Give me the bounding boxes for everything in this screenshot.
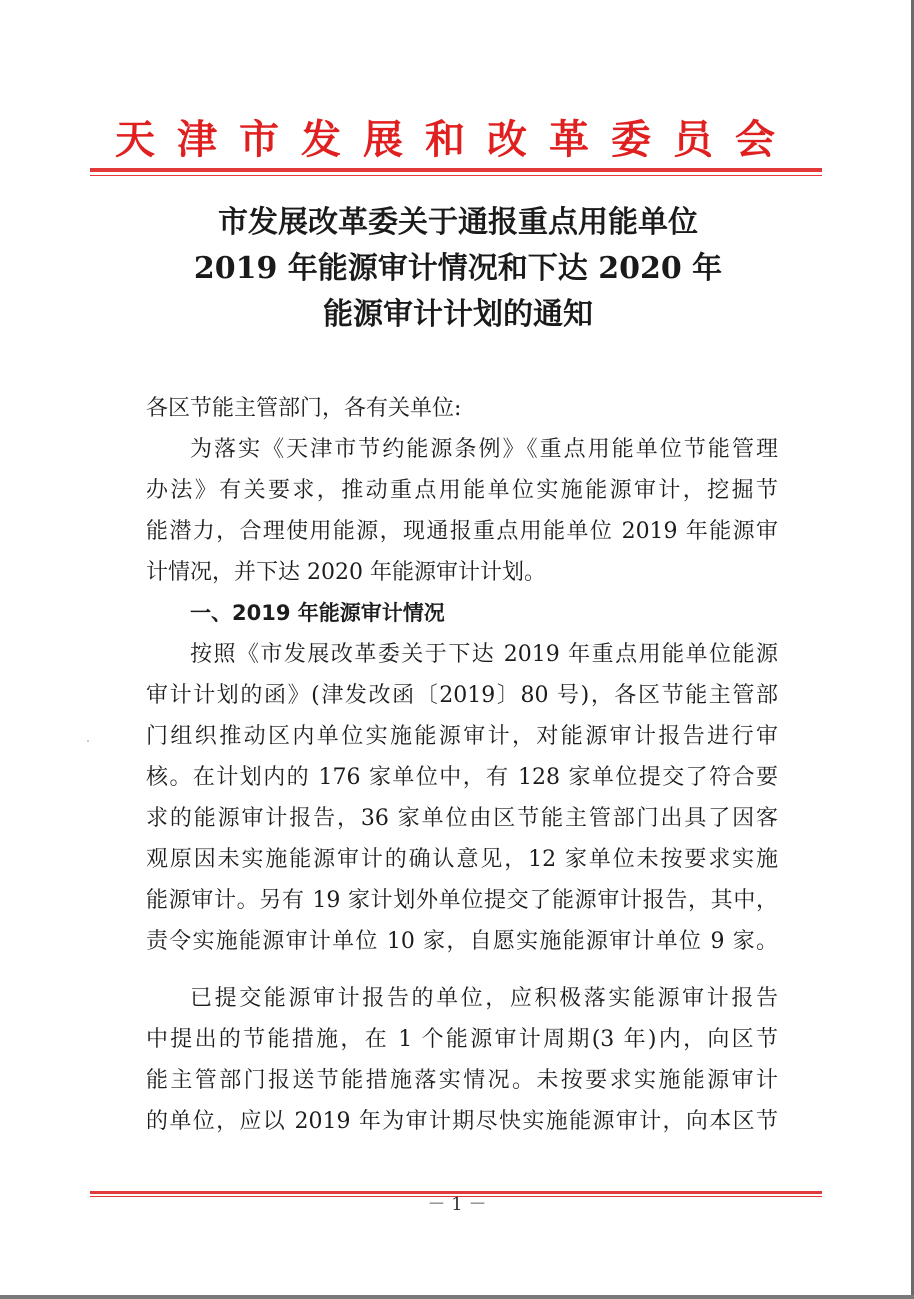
salutation: 各区节能主管部门，各有关单位: bbox=[146, 396, 462, 421]
paragraph-line: 核。在计划内的 176 家单位中，有 128 家单位提交了符合要 bbox=[146, 765, 778, 790]
paragraph-line: 的单位，应以 2019 年为审计期尽快实施能源审计，向本区节 bbox=[146, 1109, 778, 1134]
paragraph-line: 计情况，并下达 2020 年能源审计计划。 bbox=[146, 560, 546, 585]
masthead-red-rule-thin bbox=[90, 175, 822, 176]
issuer-masthead: 天津市发展和改革委员会 bbox=[115, 116, 797, 163]
paragraph-line: 责令实施能源审计单位 10 家，自愿实施能源审计单位 9 家。 bbox=[146, 929, 778, 954]
section-heading: 一、2019 年能源审计情况 bbox=[190, 601, 445, 625]
paragraph-line: 能潜力，合理使用能源，现通报重点用能单位 2019 年能源审 bbox=[146, 519, 778, 544]
paragraph-line: 能主管部门报送节能措施落实情况。未按要求实施能源审计 bbox=[146, 1068, 778, 1093]
paragraph-line: 中提出的节能措施，在 1 个能源审计周期(3 年)内，向区节 bbox=[146, 1027, 778, 1052]
paragraph-line: 为落实《天津市节约能源条例》《重点用能单位节能管理 bbox=[190, 437, 778, 462]
paragraph-line: 办法》有关要求，推动重点用能单位实施能源审计，挖掘节 bbox=[146, 478, 778, 503]
paragraph-line: 已提交能源审计报告的单位，应积极落实能源审计报告 bbox=[190, 986, 778, 1011]
title-line: 2019 年能源审计情况和下达 2020 年 bbox=[193, 251, 723, 286]
paragraph-line: 门组织推动区内单位实施能源审计，对能源审计报告进行审 bbox=[146, 724, 778, 749]
masthead-red-rule-thick bbox=[90, 168, 822, 172]
scan-speck bbox=[87, 740, 89, 742]
page-number: － 1 － bbox=[427, 1194, 487, 1215]
title-line: 能源审计计划的通知 bbox=[323, 297, 593, 332]
document-body bbox=[146, 388, 778, 1142]
title-line: 市发展改革委关于通报重点用能单位 bbox=[218, 205, 698, 240]
paragraph-line: 审计计划的函》(津发改函〔2019〕80 号)，各区节能主管部 bbox=[146, 683, 778, 708]
paragraph-line: 能源审计。另有 19 家计划外单位提交了能源审计报告，其中， bbox=[146, 888, 778, 913]
paragraph-line: 观原因未实施能源审计的确认意见，12 家单位未按要求实施 bbox=[146, 847, 778, 872]
scan-edge-bottom bbox=[0, 1295, 914, 1299]
paragraph-line: 按照《市发展改革委关于下达 2019 年重点用能单位能源 bbox=[190, 642, 778, 667]
document-title bbox=[100, 200, 816, 338]
paragraph-line: 求的能源审计报告，36 家单位由区节能主管部门出具了因客 bbox=[146, 806, 778, 831]
